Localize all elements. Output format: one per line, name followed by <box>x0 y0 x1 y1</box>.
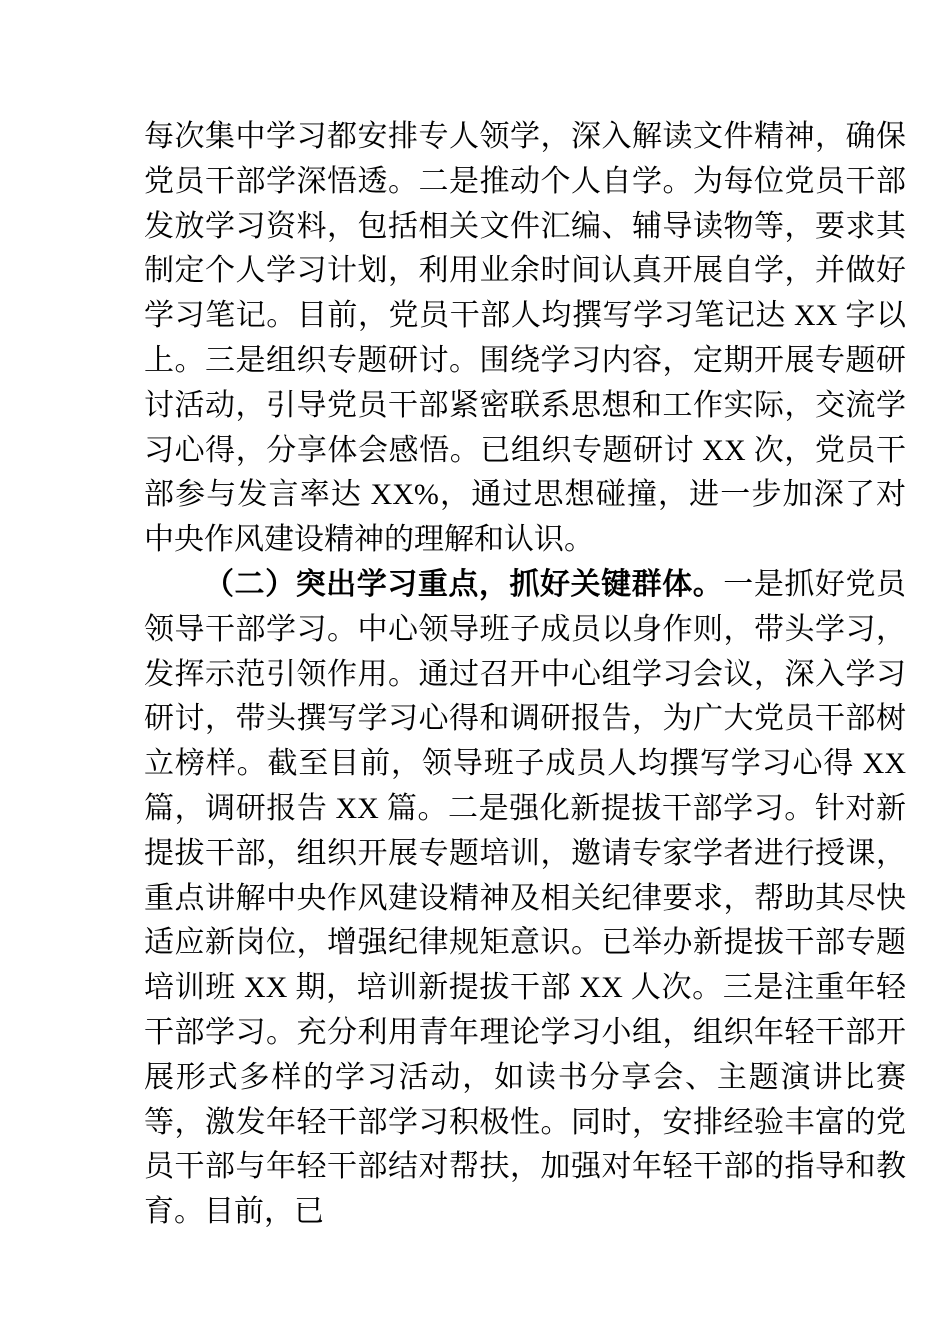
paragraph-section-two-text: 一是抓好党员领导干部学习。中心领导班子成员以身作则，带头学习，发挥示范引领作用。通过召开中心组学习会议，深入学习研讨，带头撰写学习心得和调研报告，为广大党员干部树立榜样。截至目前，领导班子成员人均撰写学习心得 XX 篇，调研报告 XX 篇。二是强化新提拔干部学习。针对新提拔干部，组织开展专题培训，邀请专家学者进行授课，重点讲解中央作风建设精神及相关纪律要求，帮助其尽快适应新岗位，增强纪律规矩意识。已举办新提拔干部专题培训班 XX 期，培训新提拔干部 XX 人次。三是注重年轻干部学习。充分利用青年理论学习小组，组织年轻干部开展形式多样的学习活动，如读书分享会、主题演讲比赛等，激发年轻干部学习积极性。同时，安排经验丰富的党员干部与年轻干部结对帮扶，加强对年轻干部的指导和教育。目前，已 <box>144 567 907 1229</box>
document-text-block <box>144 115 906 1235</box>
paragraph-section-two <box>144 563 906 1235</box>
section-two-heading: （二）突出学习重点，抓好关键群体。 <box>204 567 724 601</box>
paragraph-continuation <box>144 115 906 563</box>
paragraph-continuation-text: 每次集中学习都安排专人领学，深入解读文件精神，确保党员干部学深悟透。二是推动个人自学。为每位党员干部发放学习资料，包括相关文件汇编、辅导读物等，要求其制定个人学习计划，利用业余时间认真开展自学，并做好学习笔记。目前，党员干部人均撰写学习笔记达 XX 字以上。三是组织专题研讨。围绕学习内容，定期开展专题研讨活动，引导党员干部紧密联系思想和工作实际，交流学习心得，分享体会感悟。已组织专题研讨 XX 次，党员干部参与发言率达 XX%，通过思想碰撞，进一步加深了对中央作风建设精神的理解和认识。 <box>144 120 906 557</box>
